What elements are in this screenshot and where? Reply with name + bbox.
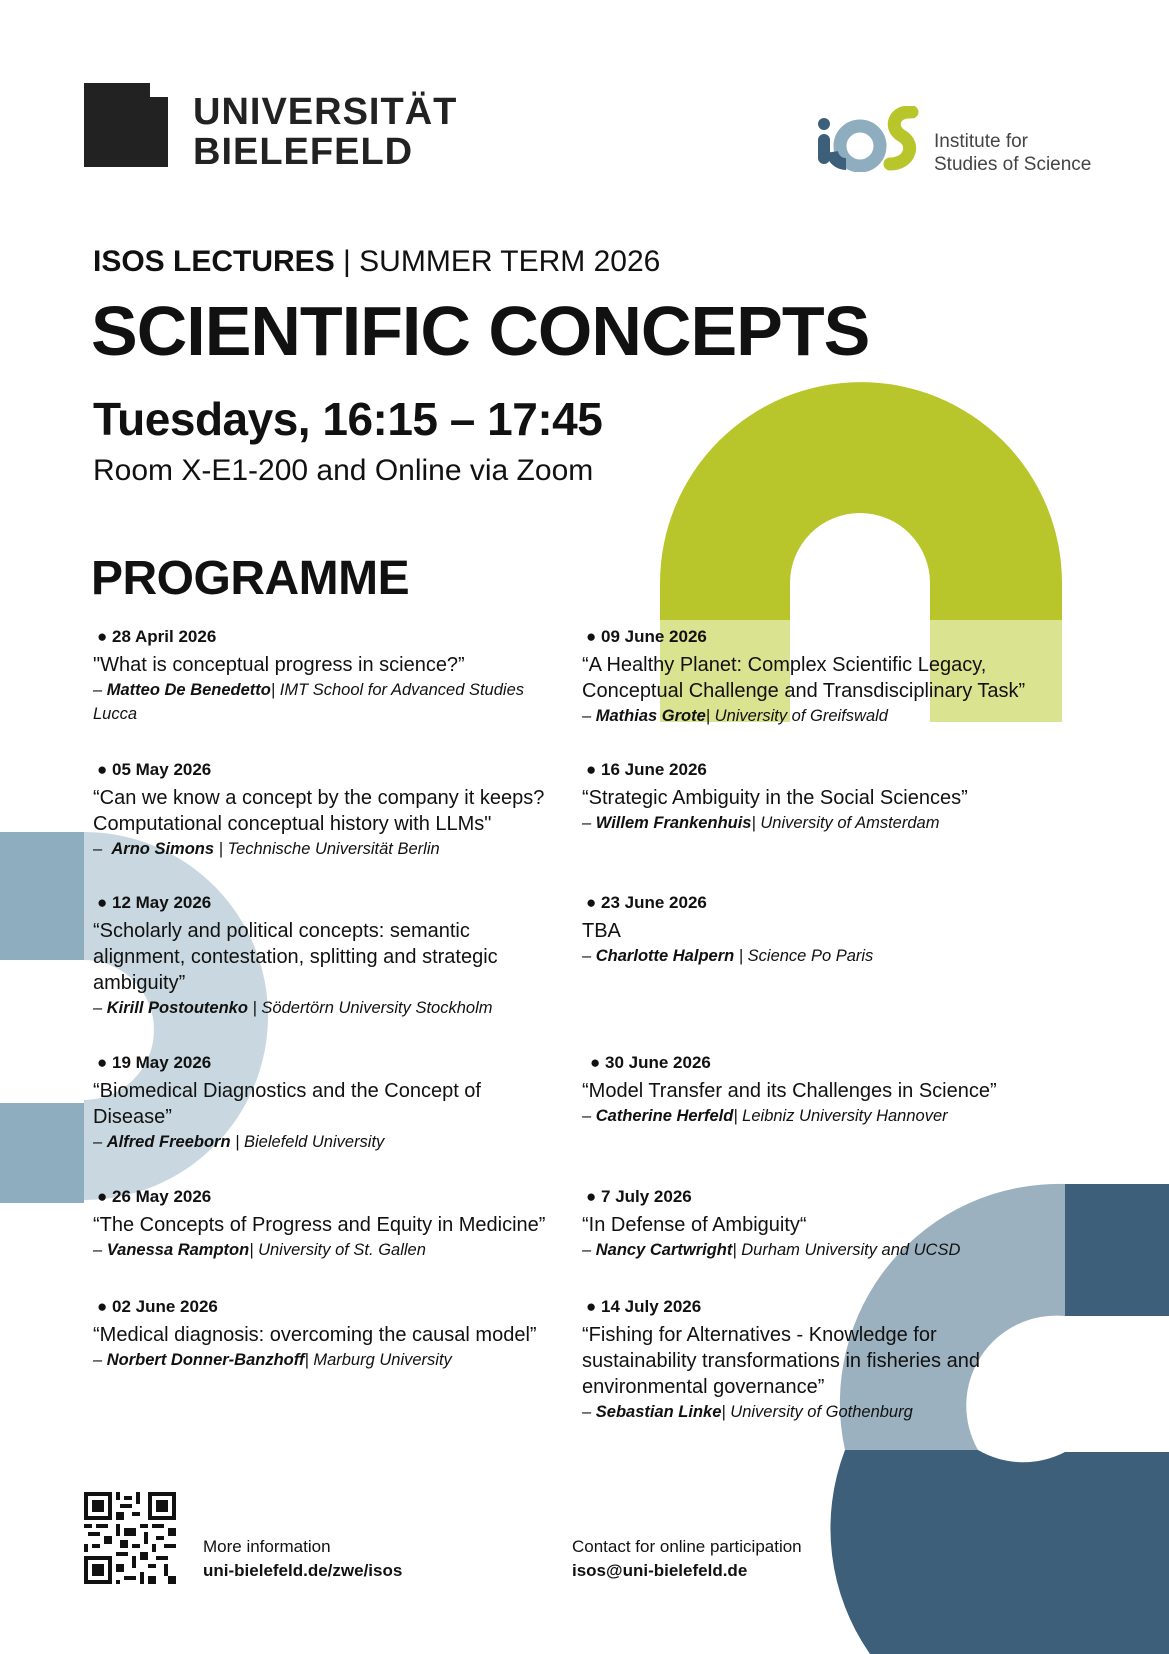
entry-speaker-line: – Willem Frankenhuis| University of Amsterdam [582,814,940,832]
bullet-icon: ● [97,1187,108,1206]
bullet-icon: ● [97,1053,108,1072]
bullet-icon: ● [97,627,108,646]
university-wordmark [193,92,457,172]
navy-bottom-shape [830,1450,1169,1654]
entry-speaker-line: – Alfred Freeborn | Bielefeld University [93,1133,385,1151]
entry-speaker-line: – Mathias Grote| University of Greifswald [582,707,888,725]
bullet-icon: ● [97,1297,108,1316]
bullet-icon: ● [97,893,108,912]
speaker-affiliation: | Bielefeld University [230,1133,385,1151]
entry-talk: “A Healthy Planet: Complex Scientific Legacy, Conceptual Challenge and Transdisciplinary Task” [582,654,1026,702]
entry-date [93,759,563,781]
institute-line-1: Institute for [934,131,1028,152]
entry-speaker-line: – Vanessa Rampton| University of St. Gallen [93,1241,426,1259]
entry-date-text: 14 July 2026 [601,1297,702,1316]
series-name: ISOS LECTURES [93,245,335,278]
entry-talk: “The Concepts of Progress and Equity in Medicine” [93,1214,546,1236]
series-term: | SUMMER TERM 2026 [334,245,661,278]
speaker-name: Catherine Herfeld [595,1107,734,1125]
entry-talk: “Biomedical Diagnostics and the Concept of Disease” [93,1080,481,1128]
entry-date [93,892,563,914]
entry-date-text: 02 June 2026 [112,1297,218,1316]
programme-entry [582,759,1052,835]
programme-entry [93,759,563,861]
speaker-affiliation: | University of Greifswald [705,707,888,725]
contact-label: Contact for online participation [572,1537,802,1556]
speaker-affiliation: | University of Gothenburg [721,1403,913,1421]
entry-date-text: 26 May 2026 [112,1187,212,1206]
qr-code-icon[interactable] [84,1492,176,1584]
programme-entry [93,1052,563,1154]
lime-arch-shape [660,382,1062,620]
speaker-affiliation: | Södertörn University Stockholm [247,999,493,1017]
programme-entry [582,892,1052,968]
programme-entry [93,1186,563,1262]
entry-talk: “Fishing for Alternatives - Knowledge for sustainability transformations in fisheries and environmental governance” [582,1324,980,1398]
entry-talk: “Scholarly and political concepts: semantic alignment, contestation, splitting and strategic ambiguity” [93,920,498,994]
entry-speaker-line: – Catherine Herfeld| Leibniz University Hannover [582,1107,948,1125]
entry-speaker-line: – Charlotte Halpern | Science Po Paris [582,947,874,965]
programme-entry [93,626,563,726]
entry-speaker-line: – Nancy Cartwright| Durham University and UCSD [582,1241,961,1259]
entry-speaker-line: – Sebastian Linke| University of Gothenburg [582,1403,913,1421]
entry-date-text: 7 July 2026 [601,1187,692,1206]
speaker-name: Matteo De Benedetto [106,681,271,699]
speaker-name: Sebastian Linke [595,1403,722,1421]
entry-talk: “In Defense of Ambiguity“ [582,1214,807,1236]
speaker-name: Mathias Grote [595,707,706,725]
entry-date-text: 23 June 2026 [601,893,707,912]
programme-entry [582,1052,1056,1128]
programme-entry [582,626,1052,728]
speaker-name: Willem Frankenhuis [595,814,752,832]
speaker-affiliation: | University of St. Gallen [249,1241,426,1259]
isos-logo-icon [816,106,934,177]
entry-date [582,1186,1052,1208]
university-line-2: BIELEFELD [193,131,414,173]
more-information [203,1535,402,1583]
contact-information [572,1535,802,1583]
bullet-icon: ● [586,1187,597,1206]
entry-talk: "What is conceptual progress in science?” [93,654,465,676]
entry-date-text: 28 April 2026 [112,627,217,646]
university-logo-mark [84,83,168,167]
entry-date [582,626,1052,648]
slate-block-bottom [0,1103,84,1203]
lecture-room: Room X-E1-200 and Online via Zoom [93,454,594,487]
bullet-icon: ● [586,1297,597,1316]
entry-date-text: 12 May 2026 [112,893,212,912]
entry-date-text: 19 May 2026 [112,1053,212,1072]
speaker-name: Alfred Freeborn [106,1133,231,1151]
speaker-name: Arno Simons [111,840,215,858]
speaker-affiliation: | Science Po Paris [734,947,874,965]
entry-date [93,1296,563,1318]
speaker-name: Nancy Cartwright [595,1241,733,1259]
lecture-time: Tuesdays, 16:15 – 17:45 [93,393,603,445]
speaker-affiliation: | University of Amsterdam [751,814,940,832]
speaker-affiliation: | Leibniz University Hannover [733,1107,948,1125]
entry-date-text: 09 June 2026 [601,627,707,646]
bullet-icon: ● [590,1053,601,1072]
bullet-icon: ● [97,760,108,779]
more-information-link[interactable]: uni-bielefeld.de/zwe/isos [203,1561,403,1580]
bullet-icon: ● [586,893,597,912]
speaker-name: Charlotte Halpern [595,947,735,965]
entry-date [93,626,563,648]
entry-speaker-line: – Matteo De Benedetto| IMT School for Advanced Studies Lucca [93,681,525,723]
institute-name [934,130,1091,176]
institute-line-2: Studies of Science [934,154,1092,175]
entry-talk: “Model Transfer and its Challenges in Science” [582,1080,997,1102]
bullet-icon: ● [586,627,597,646]
speaker-name: Norbert Donner-Banzhoff [106,1351,305,1369]
contact-email-link[interactable]: isos@uni-bielefeld.de [572,1561,748,1580]
entry-date-text: 05 May 2026 [112,760,212,779]
page-title: SCIENTIFIC CONCEPTS [91,292,870,370]
speaker-name: Kirill Postoutenko [106,999,248,1017]
programme-entry [582,1186,1052,1262]
slate-block-top [0,832,84,960]
entry-talk: TBA [582,920,621,942]
speaker-name: Vanessa Rampton [106,1241,250,1259]
entry-talk: “Can we know a concept by the company it keeps? Computational conceptual history with LLMs" [93,787,545,835]
speaker-affiliation: | Technische Universität Berlin [214,840,440,858]
more-information-label: More information [203,1537,331,1556]
speaker-affiliation: | Durham University and UCSD [732,1241,961,1259]
entry-date [582,1296,1052,1318]
entry-speaker-line: – Arno Simons | Technische Universität Berlin [93,840,440,858]
entry-date [93,1186,563,1208]
entry-date [582,892,1052,914]
entry-speaker-line: – Kirill Postoutenko | Södertörn University Stockholm [93,999,493,1017]
entry-talk: “Strategic Ambiguity in the Social Sciences” [582,787,968,809]
programme-entry [582,1296,1052,1424]
entry-talk: “Medical diagnosis: overcoming the causal model” [93,1324,537,1346]
university-line-1: UNIVERSITÄT [193,91,458,133]
entry-speaker-line: – Norbert Donner-Banzhoff| Marburg University [93,1351,452,1369]
entry-date-text: 30 June 2026 [605,1053,711,1072]
entry-date-text: 16 June 2026 [601,760,707,779]
entry-date [93,1052,563,1074]
programme-entry [93,892,563,1020]
speaker-affiliation: | Marburg University [304,1351,452,1369]
navy-block-top [1065,1184,1169,1316]
entry-date [582,759,1052,781]
programme-entry [93,1296,563,1372]
bullet-icon: ● [586,760,597,779]
series-kicker [93,245,660,279]
speaker-affiliation: | IMT School for Advanced Studies Lucca [93,681,525,723]
entry-date [586,1052,1056,1074]
programme-heading: PROGRAMME [91,552,410,605]
